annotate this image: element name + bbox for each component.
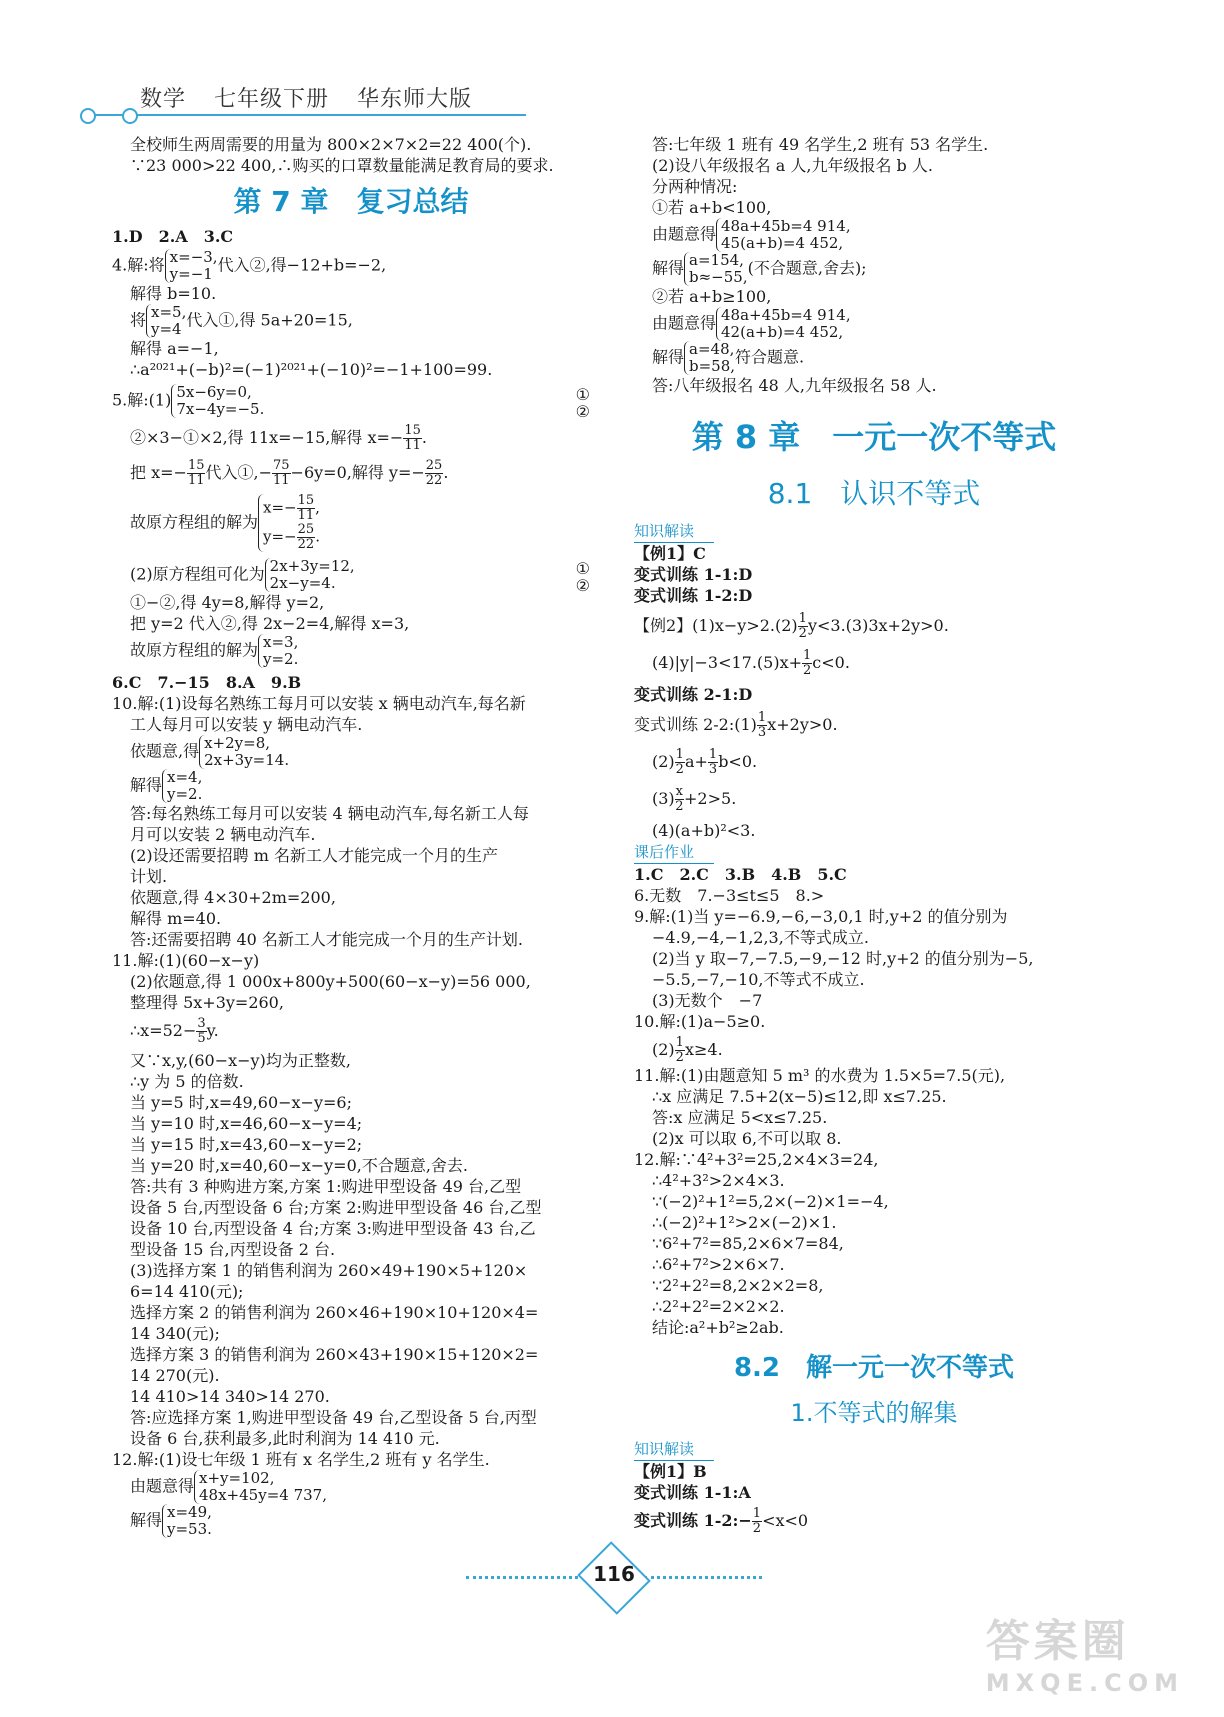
numerator: 75	[272, 458, 290, 473]
equation-brace	[716, 307, 851, 341]
header-dot-icon	[122, 108, 138, 124]
page-number: 116	[593, 1562, 635, 1586]
text: ∴x=52−	[130, 1021, 197, 1040]
text-line: 变式训练 1-2:D	[634, 586, 753, 605]
equation-brace	[162, 1504, 212, 1538]
text: b≈−55,	[689, 268, 748, 286]
text-line: (2)依题意,得 1 000x+800y+500(60−x−y)=56 000,	[130, 972, 531, 991]
text-line: (2)当 y 取−7,−7.5,−9,−12 时,y+2 的值分别为−5,	[652, 949, 1034, 968]
text: (2)	[652, 1040, 675, 1059]
text: y.	[206, 1021, 219, 1040]
text-line: (2)设八年级报名 a 人,九年级报名 b 人.	[652, 156, 933, 175]
text-line: 依题意,得 4×30+2m=200,	[130, 888, 336, 907]
text-line: ②若 a+b≥100,	[652, 287, 772, 306]
denominator: 2	[675, 762, 684, 777]
text-line: 答:x 应满足 5<x≤7.25.	[652, 1108, 828, 1127]
denominator: 22	[425, 473, 443, 488]
text: ②×3−①×2,得 11x=−15,解得 x=−	[130, 428, 404, 447]
text-line: (3)选择方案 1 的销售利润为 260×49+190×5+120×	[130, 1261, 528, 1280]
text-line: ∵23 000>22 400,∴购买的口罩数量能满足教育局的要求.	[130, 156, 554, 175]
text-line: 【例1】B	[634, 1462, 707, 1481]
text-line: 月可以安装 2 辆电动汽车.	[130, 825, 316, 844]
text-line: 选择方案 3 的销售利润为 260×43+190×15+120×2=	[130, 1345, 539, 1364]
text: .	[421, 428, 427, 447]
denominator: 2	[675, 799, 684, 814]
header-rule	[86, 114, 526, 116]
text-line: 又∵x,y,(60−x−y)均为正整数,	[130, 1051, 351, 1070]
denominator: 22	[297, 537, 315, 552]
text-line: 11.解:(1)由题意知 5 m³ 的水费为 1.5×5=7.5(元),	[634, 1066, 1006, 1085]
text-line: 14 410>14 340>14 270.	[130, 1387, 330, 1406]
section-8-2-title: 8.2 解一元一次不等式	[733, 1353, 1015, 1383]
denominator: 11	[297, 508, 315, 523]
text: 变式训练 2-2:(1)	[634, 715, 757, 734]
text-line: 答:七年级 1 班有 49 名学生,2 班有 53 名学生.	[652, 135, 989, 154]
text: 将	[130, 310, 147, 330]
text-line: 设备 5 台,丙型设备 6 台;方案 2:购进甲型设备 46 台,乙型	[130, 1198, 542, 1217]
fraction	[708, 748, 718, 777]
text: x+2y=8,	[204, 734, 271, 752]
text-line: 14 340(元);	[130, 1324, 220, 1343]
text-line: −4.9,−4,−1,2,3,不等式成立.	[652, 928, 869, 947]
numerator: 15	[404, 423, 421, 438]
text: b<0.	[718, 752, 758, 771]
right-column	[634, 134, 1114, 1536]
equation-brace	[165, 249, 218, 283]
equation-brace	[162, 769, 202, 803]
equation-brace	[194, 1470, 327, 1504]
text-line: 变式训练 2-1:D	[634, 685, 753, 704]
fraction	[297, 523, 316, 552]
text: 变式训练 1-2:−	[634, 1511, 752, 1530]
text: y<3.(3)3x+2y>0.	[807, 616, 949, 635]
text-line: 变式训练 1-1:D	[634, 565, 753, 584]
text: <x<0	[762, 1511, 809, 1530]
text-line: ∴2²+2²=2×2×2.	[652, 1297, 785, 1316]
denominator: 2	[798, 626, 807, 641]
text: 2x−y=4.	[269, 574, 336, 592]
text: y=4	[151, 320, 182, 338]
tag-homework: 课后作业	[634, 842, 714, 864]
watermark-logo: 答案圈	[985, 1616, 1130, 1667]
text-line: 结论:a²+b²≥2ab.	[652, 1318, 784, 1337]
text: 4.解:将	[112, 255, 165, 275]
numerator: 1	[708, 747, 718, 762]
text: x=−	[263, 498, 297, 517]
answer-line: 1.D 2.A 3.C	[112, 227, 234, 246]
text: c<0.	[812, 653, 850, 672]
equation-brace	[199, 735, 289, 769]
text: 48x+45y=4 737,	[199, 1486, 327, 1504]
denominator: 2	[803, 663, 812, 678]
equation-brace	[684, 341, 735, 375]
text: 代入①,得 5a+20=15,	[186, 310, 353, 330]
text-line: 11.解:(1)(60−x−y)	[112, 951, 260, 970]
tag-knowledge: 知识解读	[634, 521, 714, 543]
text-line: 选择方案 2 的销售利润为 260×46+190×10+120×4=	[130, 1303, 539, 1322]
text-line: 当 y=15 时,x=43,60−x−y=2;	[130, 1135, 363, 1154]
label-1: ①	[575, 385, 590, 404]
text: +2>5.	[684, 789, 737, 808]
text-line: 12.解:∵4²+3²=25,2×4×3=24,	[634, 1150, 879, 1169]
label-2: ②	[575, 576, 590, 595]
text: 7x−4y=−5.	[176, 400, 265, 418]
text: 5x−6y=0,	[176, 383, 252, 401]
equation-brace	[684, 252, 748, 286]
text-line: 分两种情况:	[652, 177, 738, 196]
text-line: 答:应选择方案 1,购进甲型设备 49 台,乙型设备 5 台,丙型	[130, 1408, 537, 1427]
text: (3)	[652, 789, 675, 808]
text: 解得	[130, 775, 163, 795]
fraction	[297, 494, 316, 523]
text: 符合题意.	[735, 347, 805, 367]
denominator: 5	[197, 1031, 206, 1046]
text: x=−3,	[169, 248, 218, 266]
text-line: ∴6²+7²>2×6×7.	[652, 1255, 785, 1274]
text: y=2.	[167, 785, 203, 803]
fraction	[187, 459, 206, 488]
denominator: 3	[708, 762, 718, 777]
equation-brace	[258, 634, 298, 668]
text-line: ∵2²+2²=8,2×2×2=8,	[652, 1276, 824, 1295]
page-number-dots-right	[644, 1576, 762, 1579]
label-1: ①	[575, 559, 590, 578]
text: y=−1	[169, 265, 213, 283]
text-line: 答:共有 3 种购进方案,方案 1:购进甲型设备 49 台,乙型	[130, 1177, 522, 1196]
text-line: 全校师生两周需要的用量为 800×2×7×2=22 400(个).	[130, 135, 532, 154]
fraction	[196, 1017, 206, 1046]
fraction	[675, 1036, 685, 1065]
header-grade: 七年级下册	[214, 87, 330, 112]
text-line: 设备 10 台,丙型设备 4 台;方案 3:购进甲型设备 43 台,乙	[130, 1219, 536, 1238]
text: x+y=102,	[199, 1469, 275, 1487]
answer-line: 1.C 2.C 3.B 4.B 5.C	[634, 865, 847, 884]
text: .	[315, 527, 320, 546]
text: 5.解:(1)	[112, 390, 172, 410]
text: a=48,	[689, 340, 735, 358]
text: x≥4.	[684, 1040, 723, 1059]
equation-brace	[171, 384, 264, 418]
text: 代入①,−	[205, 463, 272, 482]
text-line: 型设备 15 台,丙型设备 2 台.	[130, 1240, 336, 1259]
answer-line: 6.C 7.−15 8.A 9.B	[112, 673, 302, 692]
text-line: 当 y=20 时,x=40,60−x−y=0,不合题意,舍去.	[130, 1156, 469, 1175]
page-number-dots-left	[466, 1576, 584, 1579]
text-line: 【例1】C	[634, 544, 706, 563]
equation-brace	[265, 558, 355, 592]
text: a=154,	[689, 251, 744, 269]
text-line: 答:每名熟练工每月可以安装 4 辆电动汽车,每名新工人每	[130, 804, 529, 823]
text: 依题意,得	[130, 741, 200, 761]
text-line: ①若 a+b<100,	[652, 198, 772, 217]
text-line: ①−②,得 4y=8,解得 y=2,	[130, 593, 325, 612]
text: 由题意得	[652, 313, 717, 333]
label-2: ②	[575, 402, 590, 421]
equation-brace	[146, 304, 186, 338]
text-line: 当 y=5 时,x=49,60−x−y=6;	[130, 1093, 352, 1112]
text: x=3,	[263, 633, 299, 651]
text-line: ∴y 为 5 的倍数.	[130, 1072, 244, 1091]
header-edition: 华东师大版	[357, 87, 473, 112]
text-line: ∵(−2)²+1²=5,2×(−2)×1=−4,	[652, 1192, 889, 1211]
text: x+2y>0.	[767, 715, 838, 734]
text-line: ∵6²+7²=85,2×6×7=84,	[652, 1234, 844, 1253]
fraction	[425, 459, 444, 488]
text-line: 6=14 410(元);	[130, 1282, 244, 1301]
text-line: 答:八年级报名 48 人,九年级报名 58 人.	[652, 376, 937, 395]
text: 由题意得	[130, 1476, 195, 1496]
chapter-7-title: 第 7 章 复习总结	[233, 185, 469, 218]
fraction	[675, 785, 684, 814]
numerator: 15	[297, 493, 315, 508]
denominator: 2	[675, 1050, 684, 1065]
denominator: 11	[272, 473, 290, 488]
watermark-url: MXQE.COM	[985, 1669, 1184, 1697]
text-line: 整理得 5x+3y=260,	[130, 993, 284, 1012]
text: ,	[315, 498, 320, 517]
text-line: 解得 m=40.	[130, 909, 222, 928]
text: 把 x=−	[130, 463, 187, 482]
text: x=5,	[151, 303, 187, 321]
running-header	[140, 82, 492, 113]
text: 解得	[652, 347, 685, 367]
text: 代入②,得−12+b=−2,	[217, 255, 387, 275]
numerator: 3	[197, 1016, 206, 1031]
text-line: (4)(a+b)²<3.	[652, 821, 756, 840]
denominator: 11	[187, 473, 205, 488]
text: x=49,	[167, 1503, 212, 1521]
text: b=58,	[689, 357, 736, 375]
text: 【例2】(1)x−y>2.(2)	[634, 616, 798, 635]
denominator: 3	[757, 725, 767, 740]
text-line: (3)无数个 −7	[652, 991, 763, 1010]
text-line: 解得 a=−1,	[130, 339, 219, 358]
text: y=2.	[263, 650, 299, 668]
numerator: 1	[803, 648, 812, 663]
fraction	[752, 1507, 762, 1536]
text-line: −5.5,−7,−10,不等式不成立.	[652, 970, 865, 989]
text: 解得	[652, 258, 685, 278]
text-line: 计划.	[130, 867, 168, 886]
text: (2)原方程组可化为	[130, 564, 265, 584]
text-line: 答:还需要招聘 40 名新工人才能完成一个月的生产计划.	[130, 930, 524, 949]
numerator: 1	[675, 747, 684, 762]
watermark	[986, 1605, 1184, 1697]
text-line: 变式训练 1-1:A	[634, 1483, 751, 1502]
numerator: 1	[675, 1035, 684, 1050]
denominator: 2	[752, 1521, 762, 1536]
text: 48a+45b=4 914,	[721, 306, 851, 324]
numerator: x	[675, 784, 684, 799]
text: (2)	[652, 752, 675, 771]
numerator: 1	[798, 611, 807, 626]
text-line: 12.解:(1)设七年级 1 班有 x 名学生,2 班有 y 名学生.	[112, 1450, 490, 1469]
left-column	[112, 134, 590, 1538]
text-line: ∴4²+3²>2×4×3.	[652, 1171, 785, 1190]
text: a+	[684, 752, 708, 771]
text: −6y=0,解得 y=−	[290, 463, 425, 482]
text-line: 14 270(元).	[130, 1366, 220, 1385]
fraction	[272, 459, 291, 488]
text-line: (2)设还需要招聘 m 名新工人才能完成一个月的生产	[130, 846, 499, 865]
numerator: 1	[752, 1506, 762, 1521]
tag-knowledge-2: 知识解读	[634, 1439, 714, 1461]
text-line: 6.无数 7.−3≤t≤5 8.>	[634, 886, 825, 905]
section-8-1-title: 8.1 认识不等式	[767, 477, 981, 510]
text: 解得	[130, 1510, 163, 1530]
text: y=53.	[167, 1520, 212, 1538]
header-subject: 数学	[140, 87, 187, 112]
text: 由题意得	[652, 224, 717, 244]
text: x=4,	[167, 768, 203, 786]
numerator: 15	[187, 458, 205, 473]
fraction	[798, 612, 808, 641]
fraction	[802, 649, 812, 678]
subsection-title: 1.不等式的解集	[790, 1399, 958, 1427]
text: 48a+45b=4 914,	[721, 217, 851, 235]
text-line: ∴x 应满足 7.5+2(x−5)≤12,即 x≤7.25.	[652, 1087, 947, 1106]
numerator: 1	[757, 710, 767, 725]
fraction	[675, 748, 685, 777]
text: 45(a+b)=4 452,	[721, 234, 844, 252]
text-line: ∴a²⁰²¹+(−b)²=(−1)²⁰²¹+(−10)²=−1+100=99.	[130, 360, 493, 379]
text: 2x+3y=12,	[269, 557, 355, 575]
text: 故原方程组的解为	[130, 512, 259, 532]
text: 2x+3y=14.	[204, 751, 290, 769]
numerator: 25	[297, 522, 315, 537]
chapter-8-title: 第 8 章 一元一次不等式	[691, 418, 1057, 456]
text-line: 当 y=10 时,x=46,60−x−y=4;	[130, 1114, 363, 1133]
text: 42(a+b)=4 452,	[721, 323, 844, 341]
text-line: 9.解:(1)当 y=−6.9,−6,−3,0,1 时,y+2 的值分别为	[634, 907, 1008, 926]
text-line: (2)x 可以取 6,不可以取 8.	[652, 1129, 842, 1148]
text-line: 10.解:(1)a−5≥0.	[634, 1012, 766, 1031]
text-line: 解得 b=10.	[130, 284, 217, 303]
equation-brace	[258, 494, 320, 552]
text: 故原方程组的解为	[130, 640, 259, 660]
text-line: ∴(−2)²+1²>2×(−2)×1.	[652, 1213, 837, 1232]
equation-brace	[716, 218, 851, 252]
text: (4)|y|−3<17.(5)x+	[652, 653, 803, 672]
header-dot-icon	[80, 108, 96, 124]
denominator: 11	[404, 438, 421, 453]
text: (不合题意,舍去);	[747, 258, 867, 278]
text-line: 把 y=2 代入②,得 2x−2=4,解得 x=3,	[130, 614, 410, 633]
fraction	[403, 424, 422, 453]
text-line: 设备 6 台,获利最多,此时利润为 14 410 元.	[130, 1429, 440, 1448]
text: .	[443, 463, 449, 482]
text: y=−	[263, 527, 297, 546]
fraction	[757, 711, 767, 740]
text-line: 10.解:(1)设每名熟练工每月可以安装 x 辆电动汽车,每名新	[112, 694, 526, 713]
text-line: 工人每月可以安装 y 辆电动汽车.	[130, 715, 363, 734]
numerator: 25	[425, 458, 443, 473]
